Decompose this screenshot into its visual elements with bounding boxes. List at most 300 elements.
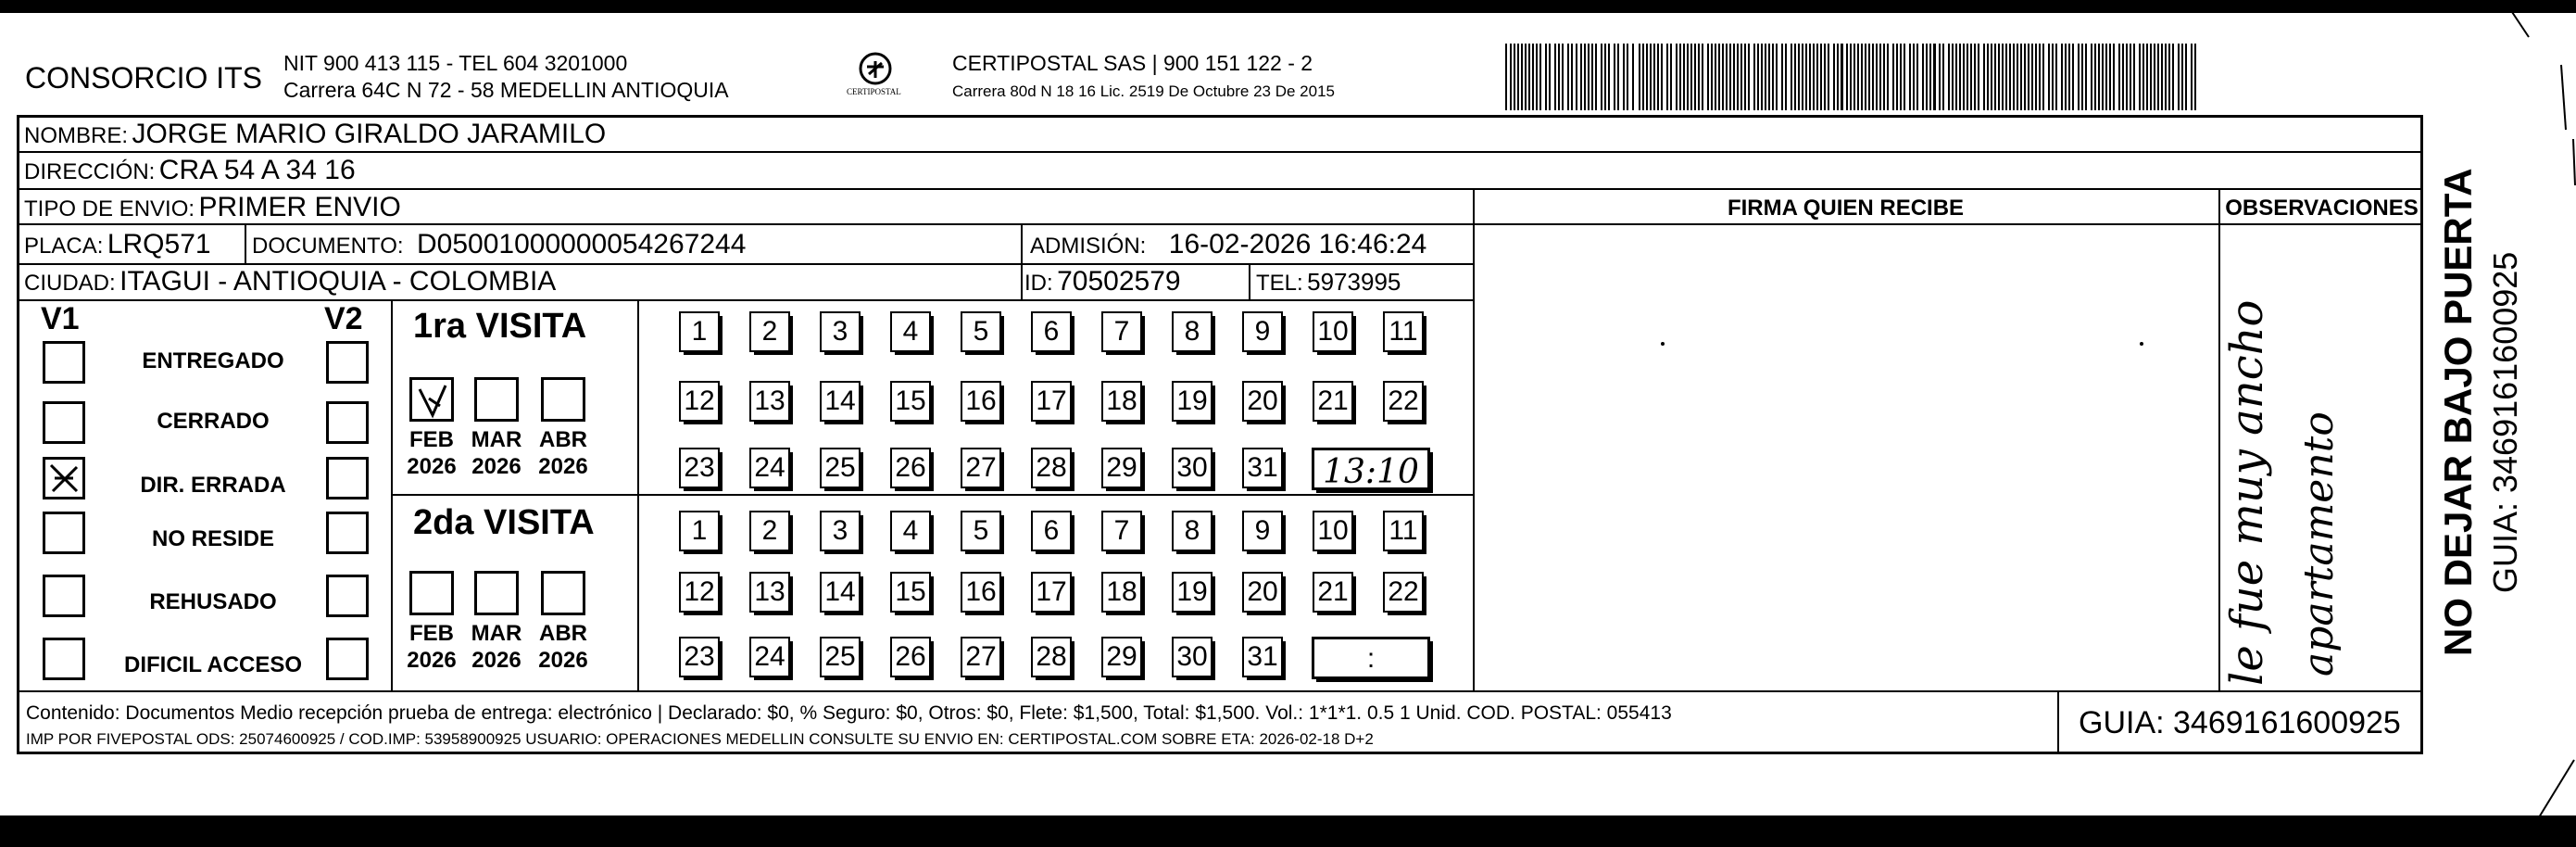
barcode-bar (1748, 44, 1750, 110)
certipostal-nit: CERTIPOSTAL SAS | 900 151 122 - 2 (952, 51, 1313, 75)
day-checkbox[interactable]: 27 (961, 448, 1001, 488)
day-checkbox[interactable]: 29 (1101, 448, 1142, 488)
barcode-bar (1517, 44, 1519, 110)
barcode-bar (1505, 44, 1507, 110)
barcode-bar (1558, 44, 1560, 110)
day-checkbox[interactable]: 29 (1101, 637, 1142, 677)
admision-rule (1021, 223, 1023, 299)
day-checkbox[interactable]: 18 (1101, 381, 1142, 422)
day-checkbox[interactable]: 21 (1313, 381, 1353, 422)
barcode-bar (1837, 44, 1839, 110)
direccion-row (24, 157, 356, 184)
barcode-bar (1623, 44, 1625, 110)
barcode-bar (1707, 44, 1709, 110)
day-checkbox[interactable]: 22 (1383, 381, 1424, 422)
day-checkbox[interactable]: 17 (1031, 572, 1072, 613)
barcode-bar (2142, 44, 2144, 110)
barcode-bar (1562, 44, 1564, 110)
day-checkbox[interactable]: 28 (1031, 637, 1072, 677)
ciudad-label: CIUDAD: (24, 271, 116, 296)
day-checkbox[interactable]: 31 (1242, 448, 1283, 488)
day-checkbox[interactable]: 4 (890, 511, 931, 551)
certipostal-license: Carrera 80d N 18 16 Lic. 2519 De Octubre 23 De 2015 (952, 82, 1335, 100)
barcode-bar (2172, 44, 2174, 110)
admision-row (1030, 231, 1426, 259)
check-mark-icon (45, 460, 82, 497)
day-checkbox[interactable]: 11 (1383, 311, 1424, 352)
barcode-bar (2065, 44, 2067, 110)
status-v1-checkbox[interactable] (43, 638, 85, 680)
barcode-bar (1733, 44, 1735, 110)
sig-left-rule (1473, 188, 1475, 690)
barcode-bar (1933, 44, 1936, 110)
barcode-bar (1765, 44, 1766, 110)
barcode-bar (2191, 44, 2193, 110)
barcode-bar (2005, 44, 2007, 110)
month-label (531, 621, 596, 675)
day-checkbox[interactable]: 5 (961, 511, 1001, 551)
barcode-bar (1632, 44, 1634, 110)
barcode-bar (2002, 44, 2004, 110)
barcode-bar (1991, 44, 1992, 110)
barcode-bar (1650, 44, 1652, 110)
barcode-bar (2146, 44, 2148, 110)
placa-value: LRQ571 (107, 229, 211, 259)
month-year: 2026 (407, 453, 457, 479)
barcode-bar (1948, 44, 1950, 110)
placa-rule (245, 223, 246, 263)
barcode-bar (1892, 44, 1894, 110)
barcode-bar (1683, 44, 1685, 110)
barcode-bar (2181, 44, 2183, 110)
barcode-bar (2098, 44, 2100, 110)
status-label: CERRADO (157, 409, 270, 434)
barcode-bar (2081, 44, 2083, 110)
barcode-bar (1983, 44, 1985, 110)
month-checkbox[interactable] (409, 377, 454, 422)
barcode-bar (1861, 44, 1863, 110)
placa-row (24, 231, 211, 259)
day-checkbox[interactable]: 26 (890, 637, 931, 677)
barcode-bar (1798, 44, 1800, 110)
day-checkbox[interactable]: 27 (961, 637, 1001, 677)
day-checkbox[interactable]: 2 (749, 511, 790, 551)
barcode-bar (1929, 44, 1931, 110)
status-v2-checkbox[interactable] (326, 638, 369, 680)
status-v1-checkbox[interactable] (43, 575, 85, 617)
day-checkbox[interactable]: 7 (1101, 511, 1142, 551)
barcode-bar (1653, 44, 1655, 110)
barcode-bar (2013, 44, 2015, 110)
day-checkbox[interactable]: 16 (961, 572, 1001, 613)
barcode-bar (2055, 44, 2057, 110)
barcode-bar (2078, 44, 2080, 110)
documento-value: D05001000000054267244 (417, 229, 747, 259)
tipo-row (24, 194, 401, 221)
barcode-bar (2133, 44, 2135, 110)
barcode-bar (2185, 44, 2187, 110)
barcode-bar (1922, 44, 1924, 110)
tel-label: TEL: (1256, 271, 1303, 296)
day-checkbox[interactable]: 12 (679, 381, 720, 422)
month-year: 2026 (471, 647, 521, 673)
month-year: 2026 (538, 453, 588, 479)
barcode-bar (1900, 44, 1902, 110)
barcode-bar (1514, 44, 1515, 110)
sig-header-rule (1473, 223, 2423, 225)
barcode-bar (1781, 44, 1783, 110)
day-checkbox[interactable]: 10 (1313, 311, 1353, 352)
barcode-bar (1841, 44, 1843, 110)
barcode-bar (1994, 44, 1996, 110)
month-checkbox[interactable] (474, 377, 519, 422)
tipo-label: TIPO DE ENVIO: (24, 196, 195, 221)
day-checkbox[interactable]: 1 (679, 311, 720, 352)
barcode-bar (1722, 44, 1724, 110)
status-v1-checkbox[interactable] (43, 401, 85, 444)
day-checkbox[interactable]: 14 (820, 381, 861, 422)
day-checkbox[interactable]: 9 (1242, 511, 1283, 551)
month-year: 2026 (538, 647, 588, 673)
barcode-bar (2161, 44, 2163, 110)
barcode-bar (1809, 44, 1811, 110)
barcode-bar (1679, 44, 1681, 110)
barcode-bar (1580, 44, 1582, 110)
nombre-label: NOMBRE: (24, 123, 129, 148)
status-v2-checkbox[interactable] (326, 401, 369, 444)
status-v1-checkbox[interactable] (43, 512, 85, 554)
company-name: CONSORCIO ITS (25, 61, 263, 95)
barcode-bar (1729, 44, 1731, 110)
barcode-bar (1820, 44, 1822, 110)
day-checkbox[interactable]: 23 (679, 448, 720, 488)
barcode-bar (1726, 44, 1728, 110)
day-checkbox[interactable]: 19 (1172, 381, 1213, 422)
barcode-bar (1657, 44, 1659, 110)
company-address: Carrera 64C N 72 - 58 MEDELLIN ANTIOQUIA (283, 78, 729, 102)
barcode-bar (2109, 44, 2111, 110)
barcode-bar (2048, 44, 2050, 110)
barcode-bar (2031, 44, 2033, 110)
barcode-bar (1571, 44, 1573, 110)
day-checkbox[interactable]: 9 (1242, 311, 1283, 352)
status-label: NO RESIDE (151, 526, 275, 551)
day-checkbox[interactable]: 13 (749, 381, 790, 422)
barcode-bar (2072, 44, 2074, 110)
visit-split-rule (391, 494, 1473, 496)
status-label: DIR. ERRADA (140, 473, 286, 498)
barcode-bar (1805, 44, 1807, 110)
barcode-bar (2139, 44, 2141, 110)
barcode-bar (1853, 44, 1855, 110)
observaciones-label: OBSERVACIONES (2225, 196, 2419, 221)
second-visit-time-box[interactable] (1312, 637, 1430, 679)
barcode-bar (2017, 44, 2018, 110)
barcode-bar (2126, 44, 2128, 110)
firma-label: FIRMA QUIEN RECIBE (1727, 196, 1965, 221)
day-checkbox[interactable]: 6 (1031, 511, 1072, 551)
barcode-bar (1567, 44, 1569, 110)
day-checkbox[interactable]: 22 (1383, 572, 1424, 613)
day-checkbox[interactable]: 8 (1172, 311, 1213, 352)
barcode-bar (2130, 44, 2131, 110)
rule-1 (17, 151, 2423, 153)
barcode-bar (1554, 44, 1556, 110)
month-checkbox[interactable] (541, 377, 585, 422)
day-checkbox[interactable]: 18 (1101, 572, 1142, 613)
day-checkbox[interactable]: 16 (961, 381, 1001, 422)
barcode-bar (1718, 44, 1720, 110)
barcode-bar (2113, 44, 2115, 110)
ciudad-value: ITAGUI - ANTIOQUIA - COLOMBIA (119, 266, 557, 297)
day-checkbox[interactable]: 7 (1101, 311, 1142, 352)
barcode-bar (1883, 44, 1885, 110)
day-checkbox[interactable]: 25 (820, 448, 861, 488)
barcode-bar (1510, 44, 1512, 110)
barcode-bar (1850, 44, 1852, 110)
day-checkbox[interactable]: 31 (1242, 637, 1283, 677)
day-checkbox[interactable]: 2 (749, 311, 790, 352)
barcode-bar (1833, 44, 1835, 110)
barcode-bar (2009, 44, 2011, 110)
barcode-bar (1532, 44, 1534, 110)
barcode-bar (1744, 44, 1746, 110)
barcode-bar (2068, 44, 2070, 110)
barcode-bar (1576, 44, 1577, 110)
barcode-bar (1868, 44, 1870, 110)
barcode-bar (1967, 44, 1968, 110)
barcode-bar (2122, 44, 2124, 110)
month-checkbox[interactable] (541, 571, 585, 615)
no-dejar-bajo-puerta: NO DEJAR BAJO PUERTA (2436, 168, 2480, 656)
admision-label: ADMISIÓN: (1030, 234, 1147, 259)
barcode-bar (1846, 44, 1848, 110)
day-checkbox[interactable]: 19 (1172, 572, 1213, 613)
barcode-bar (1785, 44, 1787, 110)
barcode-bar (1757, 44, 1759, 110)
barcode-bar (1768, 44, 1770, 110)
barcode-bar (1876, 44, 1878, 110)
month-label (399, 621, 464, 675)
barcode-bar (1828, 44, 1829, 110)
barcode-bar (1584, 44, 1586, 110)
barcode-bar (1639, 44, 1640, 110)
day-checkbox[interactable]: 30 (1172, 448, 1213, 488)
barcode-bar (1595, 44, 1597, 110)
barcode-bar (1702, 44, 1703, 110)
barcode-bar (1772, 44, 1774, 110)
observacion-handwriting-2: apartamento (2295, 411, 2343, 676)
day-checkbox[interactable]: 6 (1031, 311, 1072, 352)
tipo-value: PRIMER ENVIO (198, 192, 401, 222)
day-checkbox[interactable]: 13 (749, 572, 790, 613)
barcode-bar (1794, 44, 1796, 110)
status-v2-checkbox[interactable] (326, 512, 369, 554)
first-visit-time: 13:10 (1323, 453, 1419, 491)
barcode-bar (2085, 44, 2087, 110)
scan-edge-marks (2464, 0, 2576, 847)
day-checkbox[interactable]: 3 (820, 511, 861, 551)
status-v2-checkbox[interactable] (326, 457, 369, 499)
status-label: DIFICIL ACCESO (123, 652, 302, 677)
day-checkbox[interactable]: 5 (961, 311, 1001, 352)
barcode-bar (1952, 44, 1954, 110)
direccion-label: DIRECCIÓN: (24, 159, 156, 184)
company-nit-tel: NIT 900 413 115 - TEL 604 3201000 (283, 51, 628, 75)
barcode-bar (1528, 44, 1530, 110)
barcode-bar (2052, 44, 2054, 110)
check-mark-icon (412, 380, 451, 419)
month-name: FEB (409, 427, 454, 452)
barcode-bar (1963, 44, 1965, 110)
barcode-bar (1604, 44, 1606, 110)
barcode-bar (2178, 44, 2180, 110)
status-v1-checkbox[interactable] (43, 341, 85, 384)
barcode-bar (2194, 44, 2196, 110)
nombre-value: JORGE MARIO GIRALDO JARAMILO (132, 119, 607, 149)
barcode-bar (1865, 44, 1866, 110)
barcode-bar (1687, 44, 1689, 110)
barcode-bar (1816, 44, 1818, 110)
barcode-bar (1676, 44, 1678, 110)
barcode-bar (1694, 44, 1696, 110)
day-checkbox[interactable]: 14 (820, 572, 861, 613)
rule-4 (17, 263, 1473, 265)
barcode-bar (1740, 44, 1742, 110)
barcode-bar (2094, 44, 2096, 110)
month-name: FEB (409, 621, 454, 646)
barcode-bar (1627, 44, 1628, 110)
month-year: 2026 (471, 453, 521, 479)
barcode-bar (1887, 44, 1889, 110)
barcode-bar (1698, 44, 1700, 110)
placa-label: PLACA: (24, 234, 104, 259)
status-label: REHUSADO (149, 589, 277, 614)
footer-contenido: Contenido: Documentos Medio recepción prueba de entrega: electrónico | Declarado: $0, % Seguro: $0, Otros: $0, Flete: $1,500, Total: $1,500. Vol.: 1*1*1. 0.5 1 Unid. COD. POSTAL: 055413 (26, 702, 1672, 724)
day-checkbox[interactable]: 4 (890, 311, 931, 352)
id-label: ID: (1024, 271, 1053, 296)
barcode-bar (1761, 44, 1763, 110)
month-label (464, 621, 529, 675)
day-checkbox[interactable]: 3 (820, 311, 861, 352)
barcode-bar (1791, 44, 1792, 110)
day-checkbox[interactable]: 25 (820, 637, 861, 677)
day-checkbox[interactable]: 23 (679, 637, 720, 677)
rule-3 (17, 223, 1473, 225)
footer-imp: IMP POR FIVEPOSTAL ODS: 25074600925 / COD.IMP: 53958900925 USUARIO: OPERACIONES MEDELLIN CONSULTE SU ENVIO EN: CERTIPOSTAL.COM SOBRE ETA: 2026-02-18 D+2 (26, 730, 1374, 748)
guia-rule (2057, 690, 2059, 754)
barcode-bar (1872, 44, 1874, 110)
barcode-bar (1588, 44, 1590, 110)
barcode-bar (1896, 44, 1898, 110)
first-visit-time-box[interactable] (1312, 448, 1430, 490)
day-checkbox[interactable]: 11 (1383, 511, 1424, 551)
barcode-bar (1737, 44, 1739, 110)
month-name: ABR (539, 427, 587, 452)
month-checkbox[interactable] (409, 571, 454, 615)
side-guia: GUIA: 3469161600925 (2486, 251, 2524, 593)
barcode-bar (1539, 44, 1541, 110)
logo-text: CERTIPOSTAL (847, 87, 901, 96)
day-checkbox[interactable]: 28 (1031, 448, 1072, 488)
barcode-bar (2042, 44, 2044, 110)
barcode-bar (1824, 44, 1826, 110)
day-checkbox[interactable]: 20 (1242, 572, 1283, 613)
month-checkbox[interactable] (474, 571, 519, 615)
barcode-bar (1802, 44, 1803, 110)
id-value: 70502579 (1057, 266, 1181, 297)
barcode-bar (1942, 44, 1944, 110)
day-checkbox[interactable]: 10 (1313, 511, 1353, 551)
scan-bottom-border (0, 815, 2576, 847)
footer-guia: GUIA: 3469161600925 (2079, 705, 2401, 740)
barcode-bar (2157, 44, 2159, 110)
day-checkbox[interactable]: 8 (1172, 511, 1213, 551)
barcode-bar (1715, 44, 1716, 110)
tel-rule (1249, 263, 1250, 299)
day-checkbox[interactable]: 26 (890, 448, 931, 488)
status-v1-checkbox[interactable] (43, 457, 85, 499)
second-visit-label: 2da VISITA (413, 503, 595, 542)
barcode-bar (1776, 44, 1778, 110)
barcode-bar (1536, 44, 1538, 110)
status-v2-checkbox[interactable] (326, 341, 369, 384)
barcode-bar (1987, 44, 1989, 110)
day-checkbox[interactable]: 17 (1031, 381, 1072, 422)
admision-value: 16-02-2026 16:46:24 (1168, 229, 1427, 259)
documento-row (252, 231, 746, 259)
day-checkbox[interactable]: 21 (1313, 572, 1353, 613)
barcode-bar (1926, 44, 1928, 110)
nombre-row (24, 120, 606, 148)
day-checkbox[interactable]: 12 (679, 572, 720, 613)
barcode-bar (2168, 44, 2170, 110)
month-year: 2026 (407, 647, 457, 673)
rule-5 (17, 299, 1473, 301)
barcode-bar (1690, 44, 1692, 110)
barcode-bar (2028, 44, 2029, 110)
barcode-bar (1646, 44, 1648, 110)
barcode-bar (1711, 44, 1713, 110)
status-v2-checkbox[interactable] (326, 575, 369, 617)
second-visit-time: : (1366, 643, 1376, 674)
day-checkbox[interactable]: 15 (890, 381, 931, 422)
scan-dot (1661, 342, 1665, 346)
barcode-bar (1549, 44, 1551, 110)
certipostal-logo (843, 48, 908, 104)
tel-value: 5973995 (1307, 268, 1401, 296)
barcode-bar (1642, 44, 1644, 110)
day-checkbox[interactable]: 30 (1172, 637, 1213, 677)
barcode-bar (1959, 44, 1961, 110)
barcode-bar (1670, 44, 1672, 110)
barcode-bar (2039, 44, 2041, 110)
day-checkbox[interactable]: 20 (1242, 381, 1283, 422)
barcode-bar (1614, 44, 1615, 110)
barcode-bar (1666, 44, 1668, 110)
day-checkbox[interactable]: 1 (679, 511, 720, 551)
barcode-bar (2118, 44, 2120, 110)
day-checkbox[interactable]: 24 (749, 448, 790, 488)
barcode-bar (1813, 44, 1815, 110)
day-checkbox[interactable]: 24 (749, 637, 790, 677)
month-label (399, 427, 464, 481)
barcode-bar (1545, 44, 1547, 110)
day-checkbox[interactable]: 15 (890, 572, 931, 613)
scan-dot (2140, 342, 2143, 346)
barcode-bar (1913, 44, 1915, 110)
first-visit-label: 1ra VISITA (413, 307, 587, 346)
